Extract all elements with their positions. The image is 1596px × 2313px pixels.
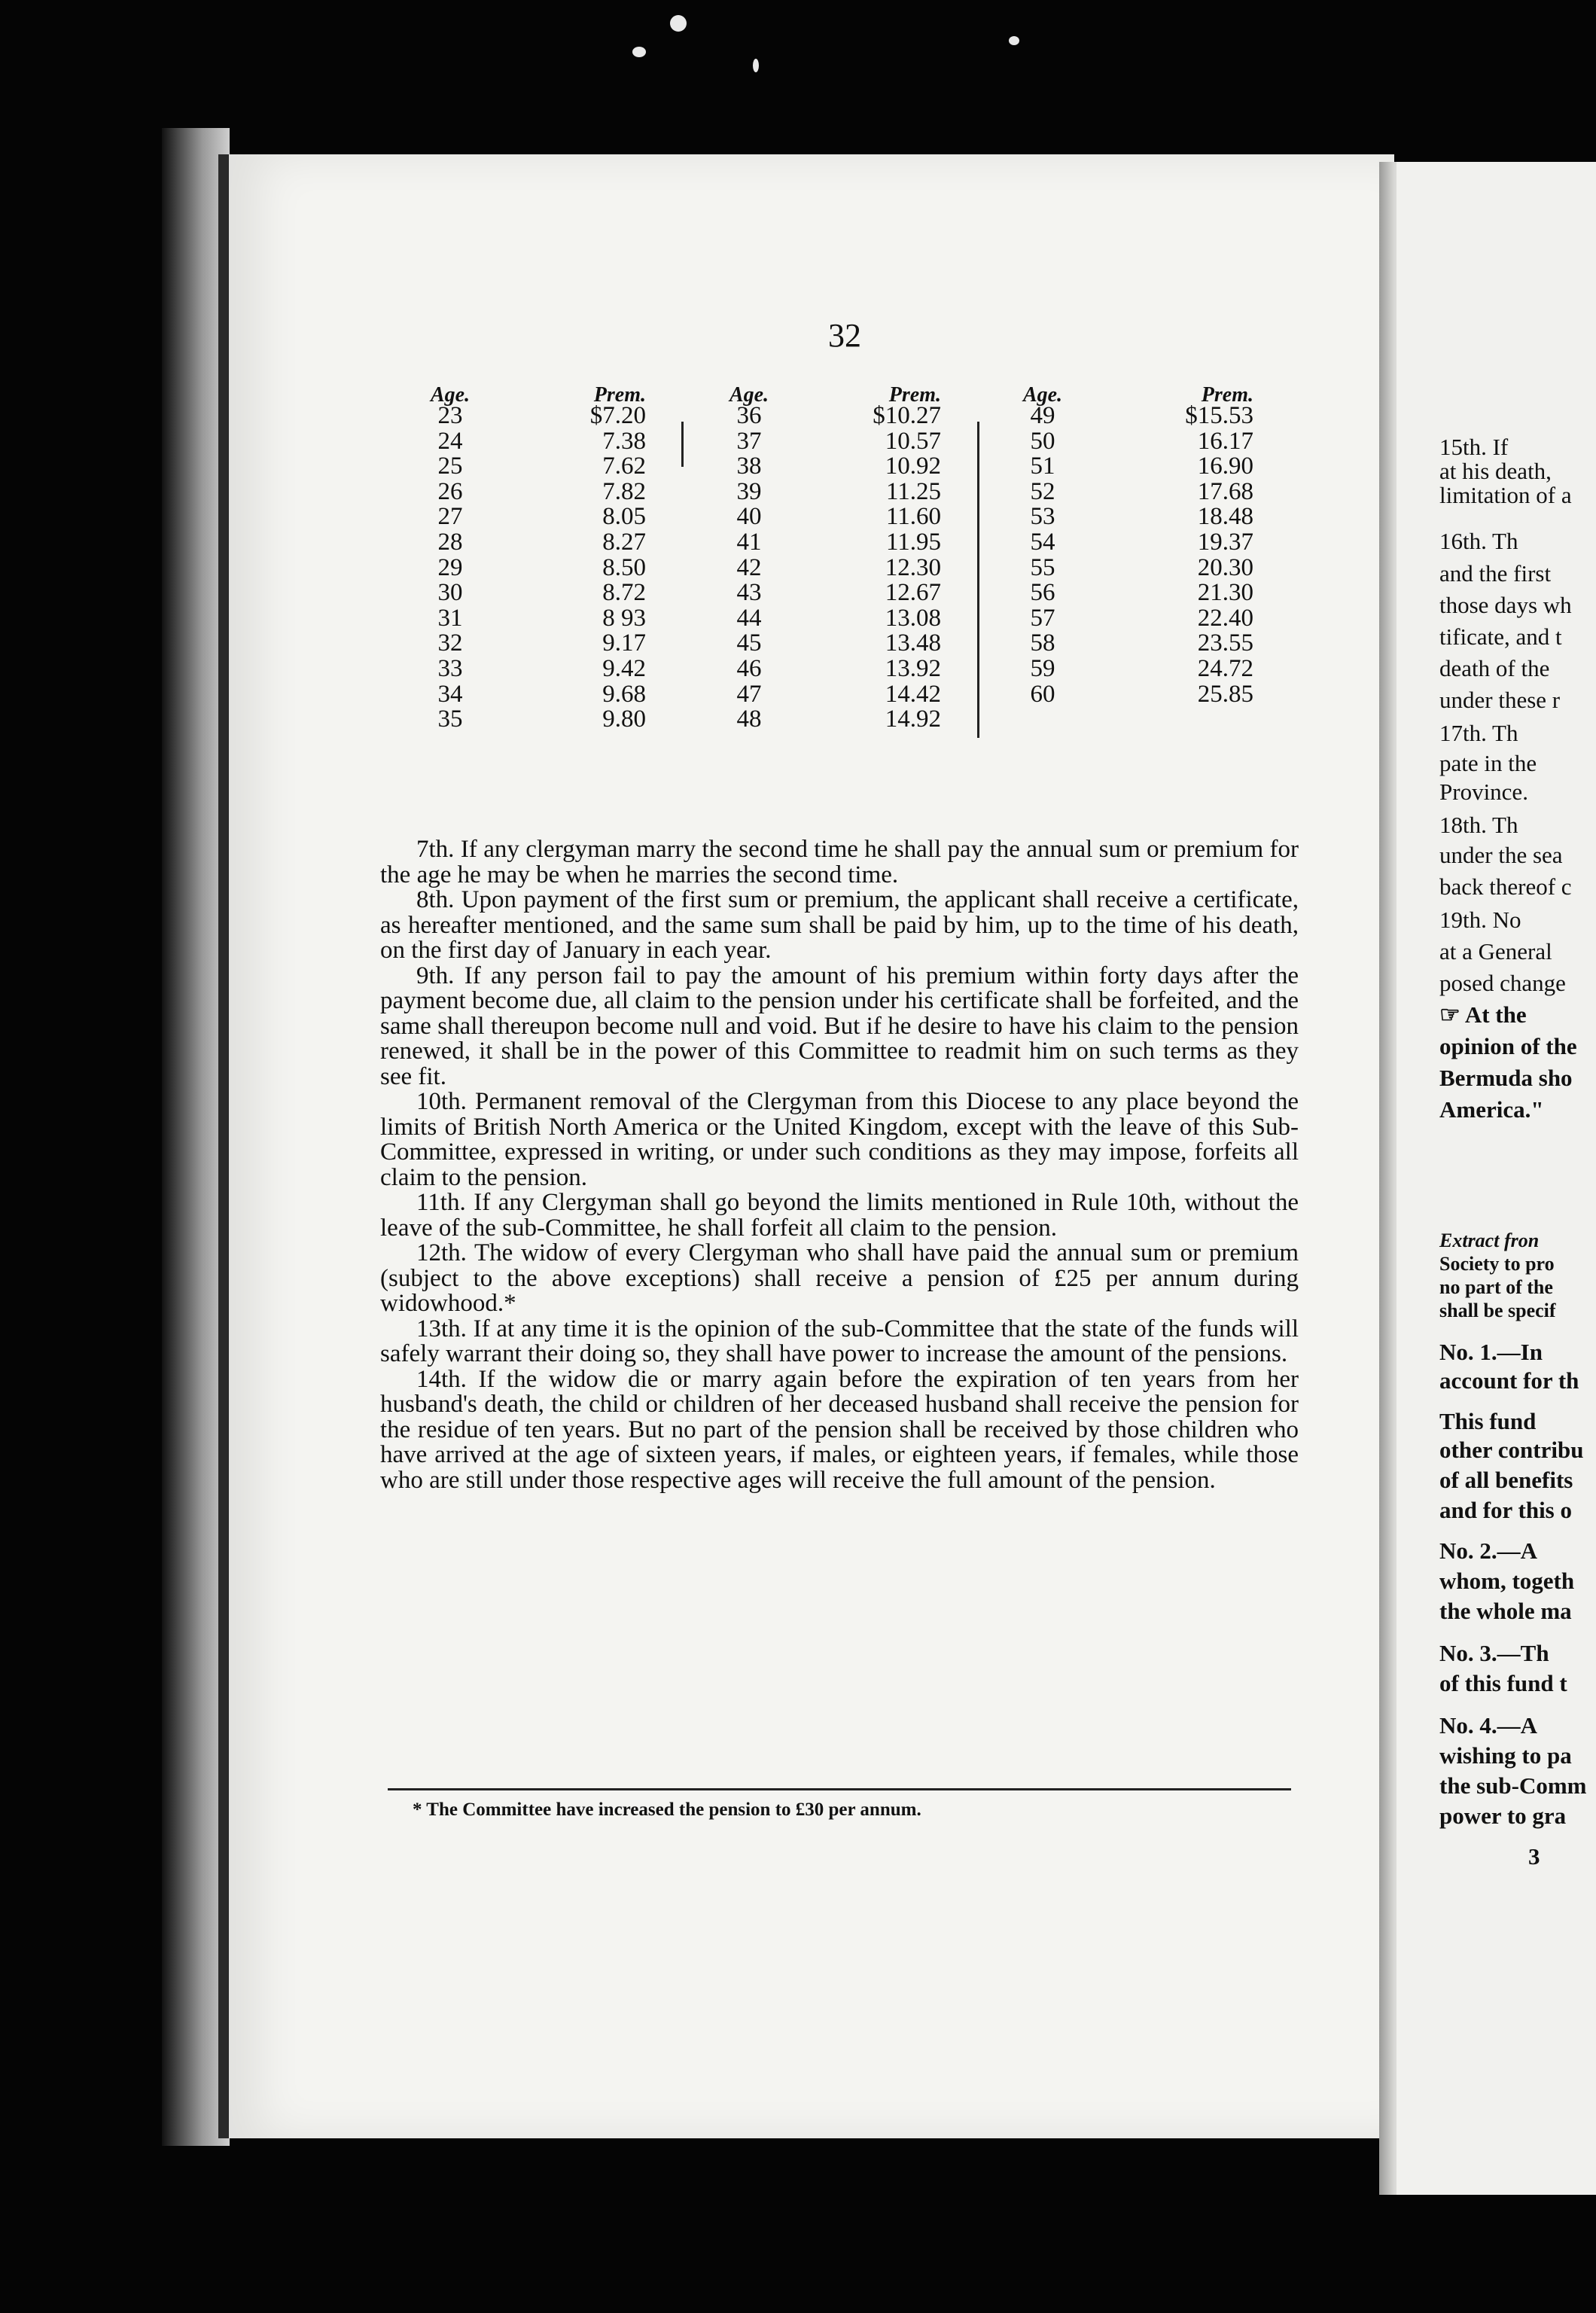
table-cell: 35	[437, 705, 463, 733]
table-cell: 28	[437, 528, 463, 556]
dust-speck	[670, 15, 687, 32]
age-column-3	[1013, 383, 1073, 708]
table-cell: 26	[437, 477, 463, 505]
table-cell: 40	[736, 503, 762, 531]
table-cell: 47	[736, 680, 762, 708]
table-cell: 34	[437, 680, 463, 708]
facing-line: This fund	[1439, 1408, 1537, 1434]
facing-line: death of the	[1439, 655, 1550, 681]
column-divider	[977, 422, 979, 738]
table-cell: 11.95	[885, 528, 941, 556]
table-cell: 24	[437, 427, 463, 455]
table-cell: 12.67	[885, 579, 941, 607]
table-cell: 54	[1030, 528, 1055, 556]
table-cell: 7.62	[602, 453, 646, 480]
age-column-2	[719, 383, 779, 733]
table-cell: 56	[1030, 579, 1055, 607]
rule-paragraph: 7th. If any clergyman marry the second time he shall pay the annual sum or premium for the age he may be when he marries the second time.	[380, 836, 1299, 888]
table-cell: 9.42	[602, 654, 646, 682]
rule-paragraph: 9th. If any person fail to pay the amount of his premium within forty days after the payment become due, all claim to the pension under his certificate shall be forfeited, and the same shall thereupon become null and void. But if he desire to have his claim to the pension renewed, it shall be in the power of this Committee to readmit him on such terms as they see fit.	[380, 961, 1299, 1090]
facing-line: and for this o	[1439, 1497, 1572, 1523]
footnote: * The Committee have increased the pension to £30 per annum.	[413, 1800, 921, 1820]
facing-line: Bermuda sho	[1439, 1065, 1573, 1091]
table-cell: 12.30	[885, 553, 941, 581]
table-cell: 32	[437, 629, 463, 657]
age-column-1	[420, 383, 480, 733]
facing-line: back thereof c	[1439, 873, 1572, 900]
dust-speck	[632, 47, 646, 57]
table-cell: 53	[1030, 503, 1055, 531]
facing-line: of all benefits	[1439, 1467, 1573, 1493]
table-cell: 43	[736, 579, 762, 607]
table-cell: 7.82	[602, 477, 646, 505]
table-cell: 23	[437, 402, 463, 429]
facing-line: under the sea	[1439, 842, 1563, 868]
table-cell: 24.72	[1197, 654, 1253, 682]
table-cell: 25	[437, 453, 463, 480]
facing-line: under these r	[1439, 687, 1561, 713]
table-cell: 41	[736, 528, 762, 556]
table-cell: $7.20	[589, 402, 646, 429]
facing-line: 15th. If	[1439, 434, 1509, 460]
table-cell: 22.40	[1197, 604, 1253, 632]
table-cell: 21.30	[1197, 579, 1253, 607]
facing-line: opinion of the	[1439, 1033, 1577, 1059]
table-cell: 33	[437, 654, 463, 682]
facing-line: at his death,	[1439, 458, 1552, 484]
facing-line: 16th. Th	[1439, 528, 1518, 554]
table-cell: 8.50	[602, 553, 646, 581]
table-cell: 30	[437, 579, 463, 607]
table-cell: 9.80	[602, 705, 646, 733]
prem-header: Prem.	[888, 383, 941, 407]
table-cell: 11.25	[885, 477, 941, 505]
dust-speck	[1009, 36, 1019, 45]
table-cell: 14.42	[885, 680, 941, 708]
table-cell: 14.92	[885, 705, 941, 733]
facing-line: No. 3.—Th	[1439, 1640, 1549, 1666]
facing-line: 19th. No	[1439, 907, 1521, 933]
table-cell: 19.37	[1197, 528, 1253, 556]
table-cell: 59	[1030, 654, 1055, 682]
rule-paragraph: 11th. If any Clergyman shall go beyond the limits mentioned in Rule 10th, without the leave of the sub-Committee, he shall forfeit all claim to the pension.	[380, 1189, 1299, 1242]
table-cell: 10.57	[885, 427, 941, 455]
prem-header: Prem.	[1201, 383, 1253, 407]
facing-line: at a General	[1439, 938, 1552, 965]
rules-text	[380, 837, 1299, 1493]
table-cell: 16.90	[1197, 453, 1253, 480]
table-cell: 8.05	[602, 503, 646, 531]
facing-line: account for th	[1439, 1367, 1579, 1394]
table-cell: 42	[736, 553, 762, 581]
facing-line: America."	[1439, 1096, 1544, 1123]
facing-line: tificate, and t	[1439, 623, 1562, 650]
rule-paragraph: 8th. Upon payment of the first sum or premium, the applicant shall receive a certificate, as hereafter mentioned, and the same sum shall be paid by him, up to the time of his death, on the first day of January in each year.	[380, 886, 1299, 964]
facing-line: posed change	[1439, 970, 1566, 996]
facing-line: limitation of a	[1439, 482, 1572, 508]
table-cell: 51	[1030, 453, 1055, 480]
rule-paragraph: 13th. If at any time it is the opinion of the sub-Committee that the state of the funds will safely warrant their doing so, they shall have power to increase the amount of the pensions.	[380, 1315, 1299, 1367]
table-cell: 31	[437, 604, 463, 632]
prem-column-3	[1159, 383, 1253, 708]
facing-line: whom, togeth	[1439, 1568, 1575, 1594]
table-cell: 18.48	[1197, 503, 1253, 531]
table-cell: $15.53	[1185, 402, 1253, 429]
facing-line: 18th. Th	[1439, 812, 1518, 838]
dust-speck	[753, 59, 759, 72]
table-cell: 49	[1030, 402, 1055, 429]
table-cell: 60	[1030, 680, 1055, 708]
table-cell: 52	[1030, 477, 1055, 505]
age-header: Age.	[1022, 383, 1063, 407]
rule-paragraph: 14th. If the widow die or marry again before the expiration of ten years from her husband's death, the child or children of her deceased husband shall receive the pension for the residue of ten years. But no part of the pension shall be received by those children who have arrived at the age of sixteen years, if males, or eighteen years, if females, while those who are still under those respective ages will receive the full amount of the pension.	[380, 1365, 1299, 1494]
facing-line: No. 4.—A	[1439, 1712, 1538, 1739]
table-cell: 57	[1030, 604, 1055, 632]
prem-column-2	[847, 383, 941, 733]
table-cell: 10.92	[885, 453, 941, 480]
table-cell: 11.60	[885, 503, 941, 531]
facing-line: pate in the	[1439, 750, 1537, 776]
facing-line: power to gra	[1439, 1803, 1567, 1829]
table-cell: 8.72	[602, 579, 646, 607]
prem-header: Prem.	[593, 383, 646, 407]
table-cell: 8.27	[602, 528, 646, 556]
facing-line: no part of the	[1439, 1276, 1553, 1298]
facing-line: No. 2.—A	[1439, 1537, 1538, 1564]
page-number: 32	[828, 317, 861, 354]
table-cell: 20.30	[1197, 553, 1253, 581]
footnote-rule	[388, 1788, 1291, 1790]
age-header: Age.	[729, 383, 769, 407]
signature-mark: 3	[1528, 1843, 1540, 1870]
table-cell: 13.92	[885, 654, 941, 682]
table-cell: 50	[1030, 427, 1055, 455]
table-cell: 48	[736, 705, 762, 733]
table-cell: 46	[736, 654, 762, 682]
age-header: Age.	[430, 383, 471, 407]
table-cell: 29	[437, 553, 463, 581]
facing-line: Province.	[1439, 779, 1528, 805]
table-cell: 44	[736, 604, 762, 632]
table-cell: 55	[1030, 553, 1055, 581]
facing-line: Society to pro	[1439, 1253, 1555, 1275]
table-cell: 37	[736, 427, 762, 455]
rule-paragraph: 10th. Permanent removal of the Clergyman from this Diocese to any place beyond the limits of British North America or the United Kingdom, except with the leave of this Sub-Committee, expressed in writing, or under such conditions as they may impose, forfeits all claim to the pension.	[380, 1088, 1299, 1191]
table-cell: 8 93	[602, 604, 646, 632]
table-cell: 16.17	[1197, 427, 1253, 455]
table-cell: 45	[736, 629, 762, 657]
table-cell: 39	[736, 477, 762, 505]
facing-line: Extract fron	[1439, 1230, 1540, 1251]
table-cell: 9.17	[602, 629, 646, 657]
table-cell: 9.68	[602, 680, 646, 708]
table-cell: 13.48	[885, 629, 941, 657]
prem-column-1	[556, 383, 646, 733]
table-cell: 17.68	[1197, 477, 1253, 505]
facing-line: shall be specif	[1439, 1300, 1556, 1321]
facing-line: wishing to pa	[1439, 1742, 1572, 1769]
table-cell: 23.55	[1197, 629, 1253, 657]
facing-line: those days wh	[1439, 592, 1572, 618]
facing-line: the sub-Comm	[1439, 1772, 1587, 1799]
facing-line: and the first	[1439, 560, 1552, 587]
column-divider	[681, 422, 684, 467]
facing-line: ☞ At the	[1439, 1001, 1527, 1028]
facing-line: of this fund t	[1439, 1670, 1567, 1696]
facing-line: 17th. Th	[1439, 720, 1518, 746]
table-cell: $10.27	[873, 402, 941, 429]
table-cell: 38	[736, 453, 762, 480]
facing-line: the whole ma	[1439, 1598, 1572, 1624]
table-cell: 13.08	[885, 604, 941, 632]
table-cell: 27	[437, 503, 463, 531]
facing-line: No. 1.—In	[1439, 1339, 1543, 1365]
rule-paragraph: 12th. The widow of every Clergyman who shall have paid the annual sum or premium (subject to the above exceptions) shall receive a pension of £25 per annum during widowhood.*	[380, 1239, 1299, 1317]
table-cell: 58	[1030, 629, 1055, 657]
table-cell: 7.38	[602, 427, 646, 455]
facing-line: other contribu	[1439, 1437, 1584, 1463]
table-cell: 25.85	[1197, 680, 1253, 708]
table-cell: 36	[736, 402, 762, 429]
